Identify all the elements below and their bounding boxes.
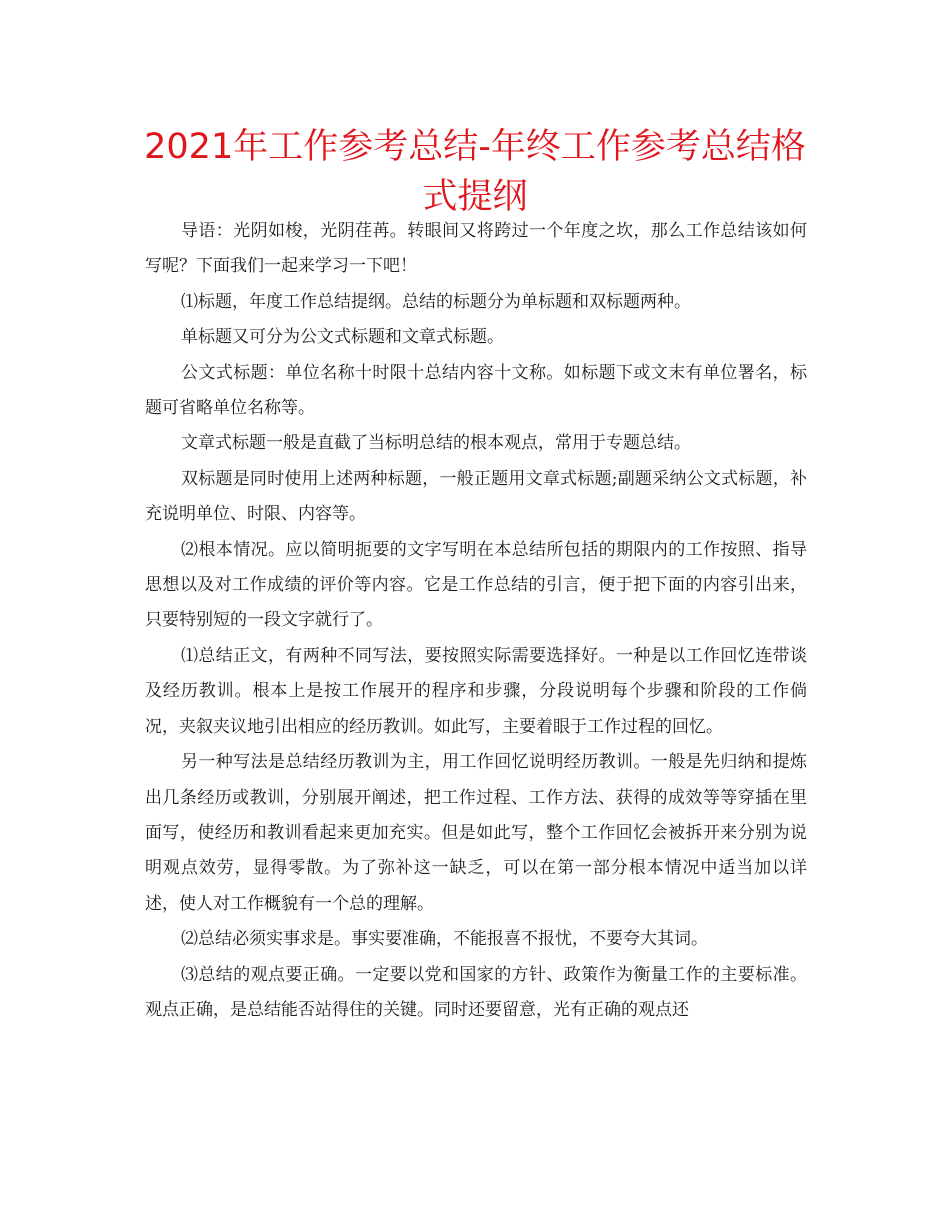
document-title: 2021年工作参考总结-年终工作参考总结格式提纲 <box>144 127 806 217</box>
paragraph: 双标题是同时使用上述两种标题，一般正题用文章式标题;副题采纳公文式标题，补充说明单位、时限、内容等。 <box>145 468 807 525</box>
paragraph: ⑵根本情况。应以简明扼要的文字写明在本总结所包括的期限内的工作按照、指导思想以及对工作成绩的评价等内容。它是工作总结的引言，便于把下面的内容引出来，只要特别短的一段文字就行了。 <box>145 539 807 631</box>
paragraph: ⑴标题，年度工作总结提纲。总结的标题分为单标题和双标题两种。 <box>181 291 691 312</box>
paragraph: 单标题又可分为公文式标题和文章式标题。 <box>181 327 504 348</box>
paragraph: ⑶总结的观点要正确。一定要以党和国家的方针、政策作为衡量工作的主要标准。观点正确，是总结能否站得住的关键。同时还要留意，光有正确的观点还 <box>145 964 807 1020</box>
paragraph: ⑴总结正文，有两种不同写法，要按照实际需要选择好。一种是以工作回忆连带谈及经历教训。根本上是按工作展开的程序和步骤，分段说明每个步骤和阶段的工作倘况，夹叙夹议地引出相应的经历教训。如此写，主要着眼于工作过程的回忆。 <box>145 645 807 737</box>
paragraph: 公文式标题：单位名称十时限十总结内容十文称。如标题下或文末有单位署名，标题可省略单位名称等。 <box>145 362 807 419</box>
paragraph-intro: 导语：光阴如梭，光阴荏苒。转眼间又将跨过一个年度之坎，那么工作总结该如何写呢？下面我们一起来学习一下吧！ <box>145 221 807 277</box>
paragraph: ⑵总结必须实事求是。事实要准确，不能报喜不报忧，不要夸大其词。 <box>181 929 708 950</box>
paragraph: 文章式标题一般是直截了当标明总结的根本观点，常用于专题总结。 <box>181 433 691 454</box>
paragraph: 另一种写法是总结经历教训为主，用工作回忆说明经历教训。一般是先归纳和提炼出几条经历或教训，分别展开阐述，把工作过程、工作方法、获得的成效等等穿插在里面写，使经历和教训看起来更加充实。但是如此写，整个工作回忆会被拆开来分别为说明观点效劳，显得零散。为了弥补这一缺乏，可以在第一部分根本情况中适当加以详述，使人对工作概貌有一个总的理解。 <box>145 752 807 914</box>
document-body <box>145 214 807 1028</box>
